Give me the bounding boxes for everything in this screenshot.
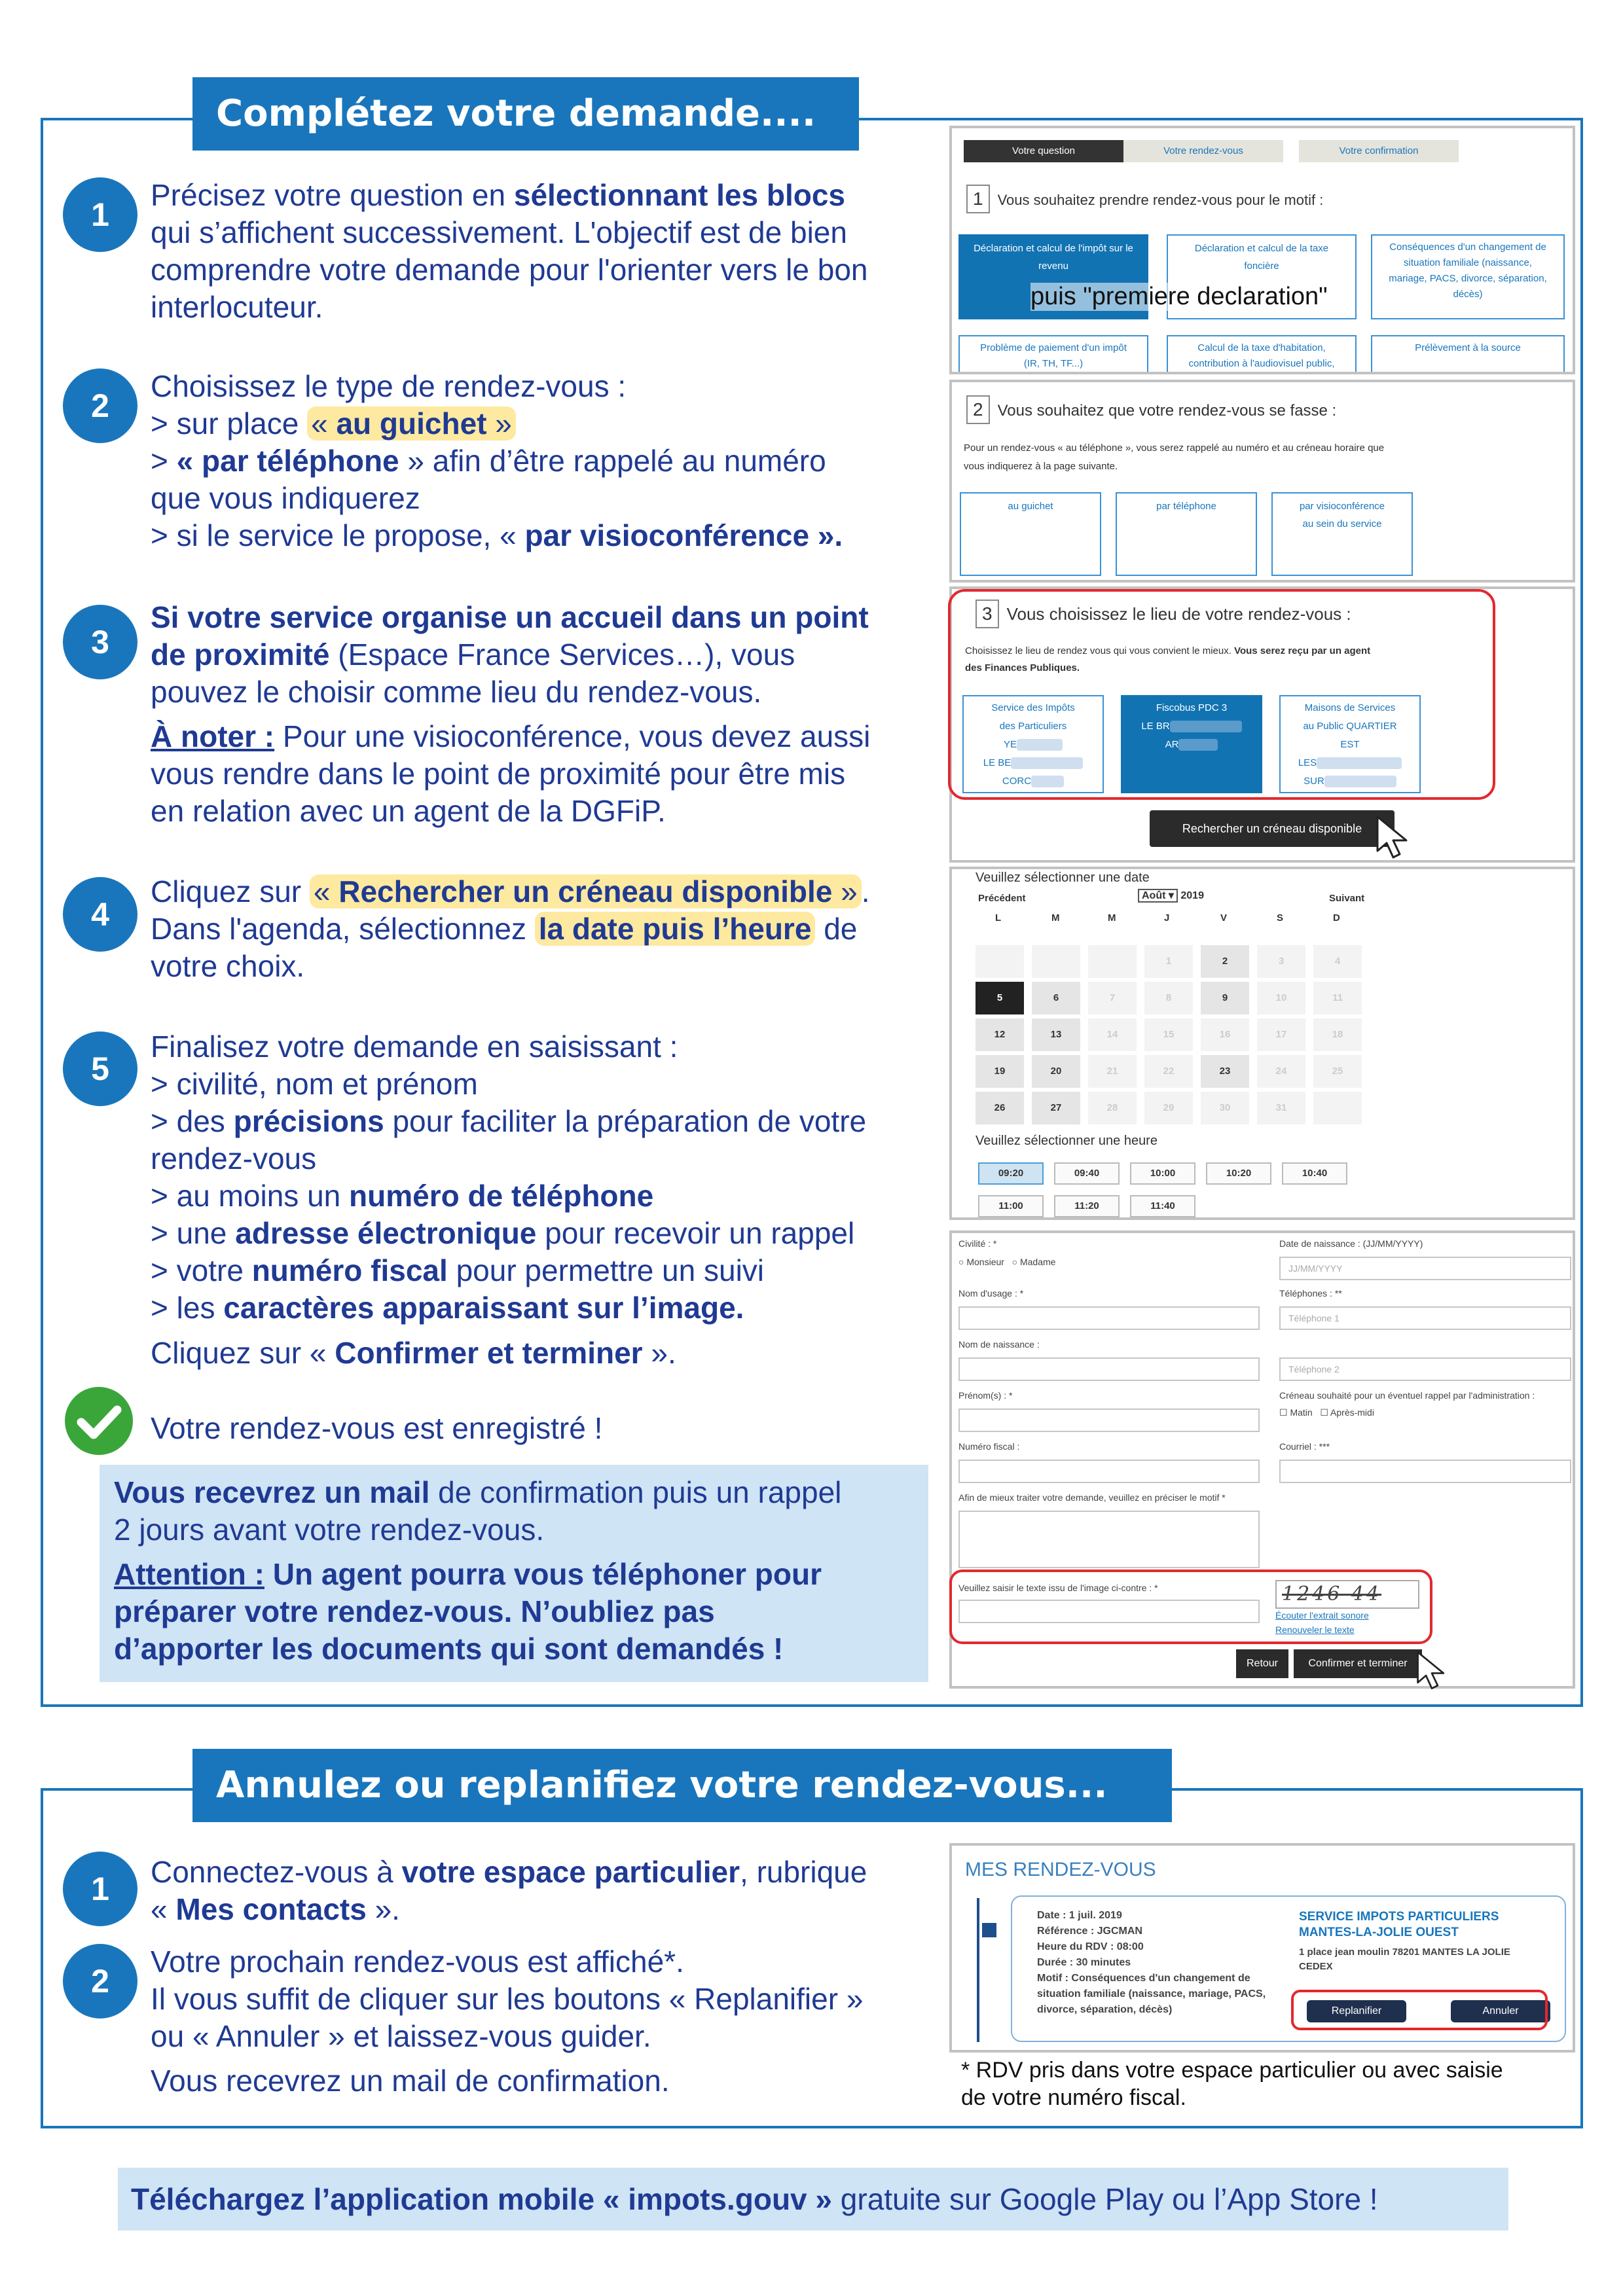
weekday-label: L (995, 912, 1002, 924)
annotation-premiere-declaration: puis "premiere declaration" (1030, 283, 1328, 310)
time-prompt: Veuillez sélectionner une heure (976, 1134, 1158, 1148)
back-button[interactable]: Retour (1236, 1649, 1288, 1678)
step5-line4: rendez-vous (151, 1141, 317, 1175)
option-paiement[interactable]: Problème de paiement d'un impôt (IR, TH, TF...) (958, 335, 1148, 374)
confirm-button[interactable]: Confirmer et terminer (1294, 1649, 1422, 1678)
calendar-day: 4 (1313, 945, 1362, 978)
footnote-line1: * RDV pris dans votre espace particulier ou avec saisie (961, 2058, 1503, 2083)
note-line5: d’apporter les documents qui sont demandés ! (114, 1632, 784, 1666)
step4-badge: 4 (63, 877, 137, 952)
creneau-checkboxes[interactable]: ☐ Matin ☐ Après-midi (1279, 1407, 1374, 1418)
calendar-day: 30 (1201, 1092, 1249, 1124)
calendar-day: 29 (1144, 1092, 1193, 1124)
option-taxe-fonciere[interactable]: Déclaration et calcul de la taxe foncière (1167, 234, 1357, 319)
cursor-icon (1415, 1649, 1448, 1691)
question-screen (949, 126, 1575, 374)
nom-naissance-input[interactable] (958, 1357, 1260, 1381)
option-taxe-habitation[interactable]: Calcul de la taxe d'habitation, contribution à l'audiovisuel public, (1167, 335, 1357, 374)
step2-line2: > sur place « au guichet » (151, 405, 516, 442)
location-fiscobus[interactable]: Fiscobus PDC 3 LE BR AR (1121, 695, 1262, 793)
cancel-step1-line2: « Mes contacts ». (151, 1892, 400, 1926)
step2-line5: > si le service le propose, « par visioconférence ». (151, 518, 843, 552)
calendar-day: 31 (1257, 1092, 1305, 1124)
cancel-step1-badge: 1 (63, 1852, 137, 1926)
appt-motif3: divorce, séparation, décès) (1037, 2004, 1173, 2015)
numero-fiscal-input[interactable] (958, 1460, 1260, 1483)
step4-line1: Cliquez sur « Rechercher un créneau disponible » . (151, 874, 870, 908)
step1-badge: 1 (63, 177, 137, 252)
step5-line7: > votre numéro fiscal pour permettre un suivi (151, 1253, 765, 1287)
option-visioconference[interactable]: par visioconférence au sein du service (1271, 492, 1413, 576)
replanifier-button[interactable]: Replanifier (1307, 2000, 1406, 2022)
service-name1: SERVICE IMPOTS PARTICULIERS (1299, 1910, 1499, 1924)
month-select[interactable]: Août ▾ 2019 (1138, 889, 1204, 902)
question2-label: 2 Vous souhaitez que votre rendez-vous se fasse : (966, 395, 1336, 424)
step2-line3: > « par téléphone » afin d’être rappelé au numéro (151, 444, 826, 478)
calendar-day: 22 (1144, 1055, 1193, 1088)
telephones-label: Téléphones : ** (1279, 1288, 1342, 1299)
step2-badge: 2 (63, 368, 137, 443)
location-msap[interactable]: Maisons de Services au Public QUARTIER EST LES SUR (1279, 695, 1421, 793)
calendar-screen (949, 867, 1575, 1220)
captcha-highlight (949, 1570, 1432, 1644)
telephone2-input[interactable]: Téléphone 2 (1279, 1357, 1571, 1381)
appt-motif2: situation familiale (naissance, mariage, PACS, (1037, 1988, 1266, 2000)
captcha-label: Veuillez saisir le texte issu de l'image ci-contre : * (958, 1583, 1158, 1593)
tab-question[interactable]: Votre question (964, 140, 1123, 162)
service-address1: 1 place jean moulin 78201 MANTES LA JOLIE (1299, 1946, 1510, 1958)
cancel-step2-line1: Votre prochain rendez-vous est affiché*. (151, 1945, 684, 1979)
listen-link[interactable]: Écouter l'extrait sonore (1275, 1610, 1369, 1621)
calendar-day[interactable]: 12 (976, 1018, 1024, 1051)
timeline-line (977, 1898, 979, 2042)
weekday-label: D (1333, 912, 1340, 924)
location-highlight (948, 589, 1495, 800)
section2-title: Annulez ou replanifiez votre rendez-vous... (192, 1749, 1172, 1822)
step1-line1: Précisez votre question en sélectionnant les blocs (151, 178, 846, 212)
step3-line3: pouvez le choisir comme lieu du rendez-vous. (151, 675, 762, 709)
step3-line1: Si votre service organise un accueil dans un point (151, 600, 869, 634)
cursor-icon (1375, 814, 1412, 860)
cancel-step2-badge: 2 (63, 1944, 137, 2018)
calendar-day: 21 (1088, 1055, 1137, 1088)
appointments-title: MES RENDEZ-VOUS (965, 1859, 1156, 1880)
note-line4: préparer votre rendez-vous. N’oubliez pas (114, 1594, 715, 1628)
date-naissance-input[interactable]: JJ/MM/YYYY (1279, 1257, 1571, 1280)
step5-badge: 5 (63, 1031, 137, 1106)
time-slot-button[interactable]: 11:40 (1130, 1195, 1195, 1217)
next-month-link[interactable]: Suivant (1329, 893, 1365, 904)
calendar-day: 10 (1257, 982, 1305, 1014)
nom-naissance-label: Nom de naissance : (958, 1339, 1040, 1350)
registered-text: Votre rendez-vous est enregistré ! (151, 1411, 603, 1445)
time-slot-button[interactable]: 11:20 (1054, 1195, 1120, 1217)
appt-motif1: Motif : Conséquences d'un changement de (1037, 1973, 1250, 1984)
step3-line4: À noter : Pour une visioconférence, vous devez aussi (151, 719, 871, 753)
calendar-day[interactable]: 5 (976, 982, 1024, 1014)
calendar-day: 16 (1201, 1018, 1249, 1051)
calendar-day: 25 (1313, 1055, 1362, 1088)
note-line2: 2 jours avant votre rendez-vous. (114, 1513, 545, 1547)
step3-line2: de proximité (Espace France Services…), vous (151, 637, 795, 672)
buttons-highlight (1291, 1990, 1548, 2030)
time-slot-button[interactable]: 09:20 (978, 1162, 1044, 1185)
check-icon (63, 1385, 135, 1457)
footer-text: Téléchargez l’application mobile « impots.gouv » gratuite sur Google Play ou l’App Store ! (131, 2182, 1378, 2216)
calendar-day: 17 (1257, 1018, 1305, 1051)
nom-usage-input[interactable] (958, 1306, 1260, 1330)
tab-rendezvous[interactable]: Votre rendez-vous (1123, 140, 1283, 162)
question3-label: 3 Vous choisissez le lieu de votre rendez-vous : (976, 600, 1351, 628)
prenoms-label: Prénom(s) : * (958, 1390, 1013, 1401)
cancel-step2-line2: Il vous suffit de cliquer sur les boutons « Replanifier » (151, 1982, 864, 2016)
date-prompt: Veuillez sélectionner une date (976, 870, 1150, 885)
calendar-day[interactable]: 27 (1032, 1092, 1080, 1124)
telephone1-input[interactable]: Téléphone 1 (1279, 1306, 1571, 1330)
appt-hour: Heure du RDV : 08:00 (1037, 1941, 1144, 1952)
section1-title: Complétez votre demande.... (192, 77, 859, 151)
appt-date: Date : 1 juil. 2019 (1037, 1910, 1122, 1921)
prev-month-link[interactable]: Précédent (978, 893, 1026, 904)
tab-confirmation[interactable]: Votre confirmation (1299, 140, 1459, 162)
captcha-image: 1246 44 (1275, 1580, 1419, 1609)
step2-line4: que vous indiquerez (151, 481, 420, 515)
calendar-day: 11 (1313, 982, 1362, 1014)
step4-line2: Dans l'agenda, sélectionnez la date puis l’heure de (151, 912, 858, 946)
time-slot-button[interactable]: 10:00 (1130, 1162, 1195, 1185)
calendar-day: 7 (1088, 982, 1137, 1014)
calendar-day[interactable]: 20 (1032, 1055, 1080, 1088)
calendar-day (1313, 1092, 1362, 1124)
option-telephone[interactable]: par téléphone (1116, 492, 1257, 576)
precisions-label: Afin de mieux traiter votre demande, veuillez en préciser le motif * (958, 1492, 1226, 1503)
step2-line1: Choisissez le type de rendez-vous : (151, 369, 627, 403)
time-slot-button[interactable]: 10:20 (1206, 1162, 1271, 1185)
step1-line3: comprendre votre demande pour l'orienter vers le bon (151, 253, 868, 287)
step5-line8: > les caractères apparaissant sur l’image. (151, 1291, 744, 1325)
step1-line2: qui s’affichent successivement. L'objectif est de bien (151, 215, 847, 249)
calendar-day: 18 (1313, 1018, 1362, 1051)
note-line1: Vous recevrez un mail de confirmation puis un rappel (114, 1475, 842, 1509)
date-naissance-label: Date de naissance : (JJ/MM/YYYY) (1279, 1238, 1423, 1249)
time-slot-button[interactable]: 10:40 (1282, 1162, 1347, 1185)
calendar-day[interactable]: 9 (1201, 982, 1249, 1014)
step4-line3: votre choix. (151, 949, 305, 983)
step5-line3: > des précisions pour faciliter la préparation de votre (151, 1104, 867, 1138)
location-sip[interactable]: Service des Impôts des Particuliers YE LE BE CORC (962, 695, 1104, 793)
confirmation-note (100, 1465, 928, 1682)
option-situation-familiale[interactable]: Conséquences d'un changement de situation familiale (naissance, mariage, PACS, divorce, séparation, décès) (1371, 234, 1565, 319)
annuler-button[interactable]: Annuler (1451, 2000, 1550, 2022)
courriel-input[interactable] (1279, 1460, 1571, 1483)
calendar-day (976, 945, 1024, 978)
question3-desc2: des Finances Publiques. (965, 662, 1080, 673)
numero-fiscal-label: Numéro fiscal : (958, 1441, 1020, 1452)
step5-line6: > une adresse électronique pour recevoir un rappel (151, 1216, 855, 1250)
option-guichet[interactable]: au guichet (960, 492, 1101, 576)
calendar-day: 1 (1144, 945, 1193, 978)
calendar-day[interactable]: 19 (976, 1055, 1024, 1088)
step1-line4: interlocuteur. (151, 290, 323, 324)
search-slot-button[interactable]: Rechercher un créneau disponible (1150, 810, 1395, 847)
question1-label: 1 Vous souhaitez prendre rendez-vous pour le motif : (966, 185, 1323, 213)
weekday-label: J (1164, 912, 1170, 924)
step5-line5: > au moins un numéro de téléphone (151, 1179, 654, 1213)
step3-badge: 3 (63, 605, 137, 679)
cancel-step2-line4: Vous recevrez un mail de confirmation. (151, 2064, 670, 2098)
footnote-line2: de votre numéro fiscal. (961, 2085, 1186, 2110)
weekday-label: S (1277, 912, 1284, 924)
appt-reference: Référence : JGCMAN (1037, 1926, 1142, 1937)
calendar-day: 28 (1088, 1092, 1137, 1124)
precisions-textarea[interactable] (958, 1511, 1260, 1568)
calendar-day[interactable]: 23 (1201, 1055, 1249, 1088)
calendar-day[interactable]: 13 (1032, 1018, 1080, 1051)
option-impot-revenu[interactable]: Déclaration et calcul de l'impôt sur le revenu (958, 234, 1148, 319)
service-address2: CEDEX (1299, 1961, 1333, 1972)
step3-line6: en relation avec un agent de la DGFiP. (151, 794, 666, 828)
meeting-type-screen (949, 380, 1575, 583)
timeline-marker (982, 1923, 996, 1937)
step5-line1: Finalisez votre demande en saisissant : (151, 1030, 678, 1064)
question2-desc1: Pour un rendez-vous « au téléphone », vous serez rappelé au numéro et au créneau horaire que (964, 442, 1385, 454)
civilite-label: Civilité : * (958, 1238, 997, 1249)
step3-line5: vous rendre dans le point de proximité pour être mis (151, 757, 846, 791)
creneau-label: Créneau souhaité pour un éventuel rappel par l'administration : (1279, 1390, 1535, 1401)
calendar-day (1032, 945, 1080, 978)
nom-usage-label: Nom d'usage : * (958, 1288, 1024, 1299)
civilite-radios[interactable]: ○ Monsieur ○ Madame (958, 1257, 1056, 1267)
appt-duration: Durée : 30 minutes (1037, 1957, 1131, 1968)
time-slot-button[interactable]: 11:00 (978, 1195, 1044, 1217)
weekday-label: V (1220, 912, 1228, 924)
calendar-day[interactable]: 6 (1032, 982, 1080, 1014)
calendar-day: 8 (1144, 982, 1193, 1014)
step5-line9: Cliquez sur « Confirmer et terminer ». (151, 1336, 676, 1370)
prenoms-input[interactable] (958, 1408, 1260, 1432)
calendar-day: 3 (1257, 945, 1305, 978)
weekday-label: M (1108, 912, 1116, 924)
calendar-day[interactable]: 26 (976, 1092, 1024, 1124)
question3-desc1: Choisissez le lieu de rendez vous qui vous convient le mieux. Vous serez reçu par un agent (965, 645, 1371, 656)
calendar-day: 14 (1088, 1018, 1137, 1051)
service-name2: MANTES-LA-JOLIE OUEST (1299, 1926, 1459, 1939)
step5-line2: > civilité, nom et prénom (151, 1067, 478, 1101)
calendar-day[interactable]: 2 (1201, 945, 1249, 978)
question2-desc2: vous indiquerez à la page suivante. (964, 461, 1118, 472)
cancel-step2-line3: ou « Annuler » et laissez-vous guider. (151, 2019, 651, 2053)
cancel-step1-line1: Connectez-vous à votre espace particulier, rubrique (151, 1855, 867, 1889)
calendar-day (1088, 945, 1137, 978)
calendar-day: 15 (1144, 1018, 1193, 1051)
note-line3: Attention : Un agent pourra vous téléphoner pour (114, 1557, 822, 1591)
calendar-day: 24 (1257, 1055, 1305, 1088)
weekday-label: M (1051, 912, 1060, 924)
renew-link[interactable]: Renouveler le texte (1275, 1624, 1355, 1635)
courriel-label: Courriel : *** (1279, 1441, 1330, 1452)
option-prelevement[interactable]: Prélèvement à la source (1371, 335, 1565, 374)
time-slot-button[interactable]: 09:40 (1054, 1162, 1120, 1185)
